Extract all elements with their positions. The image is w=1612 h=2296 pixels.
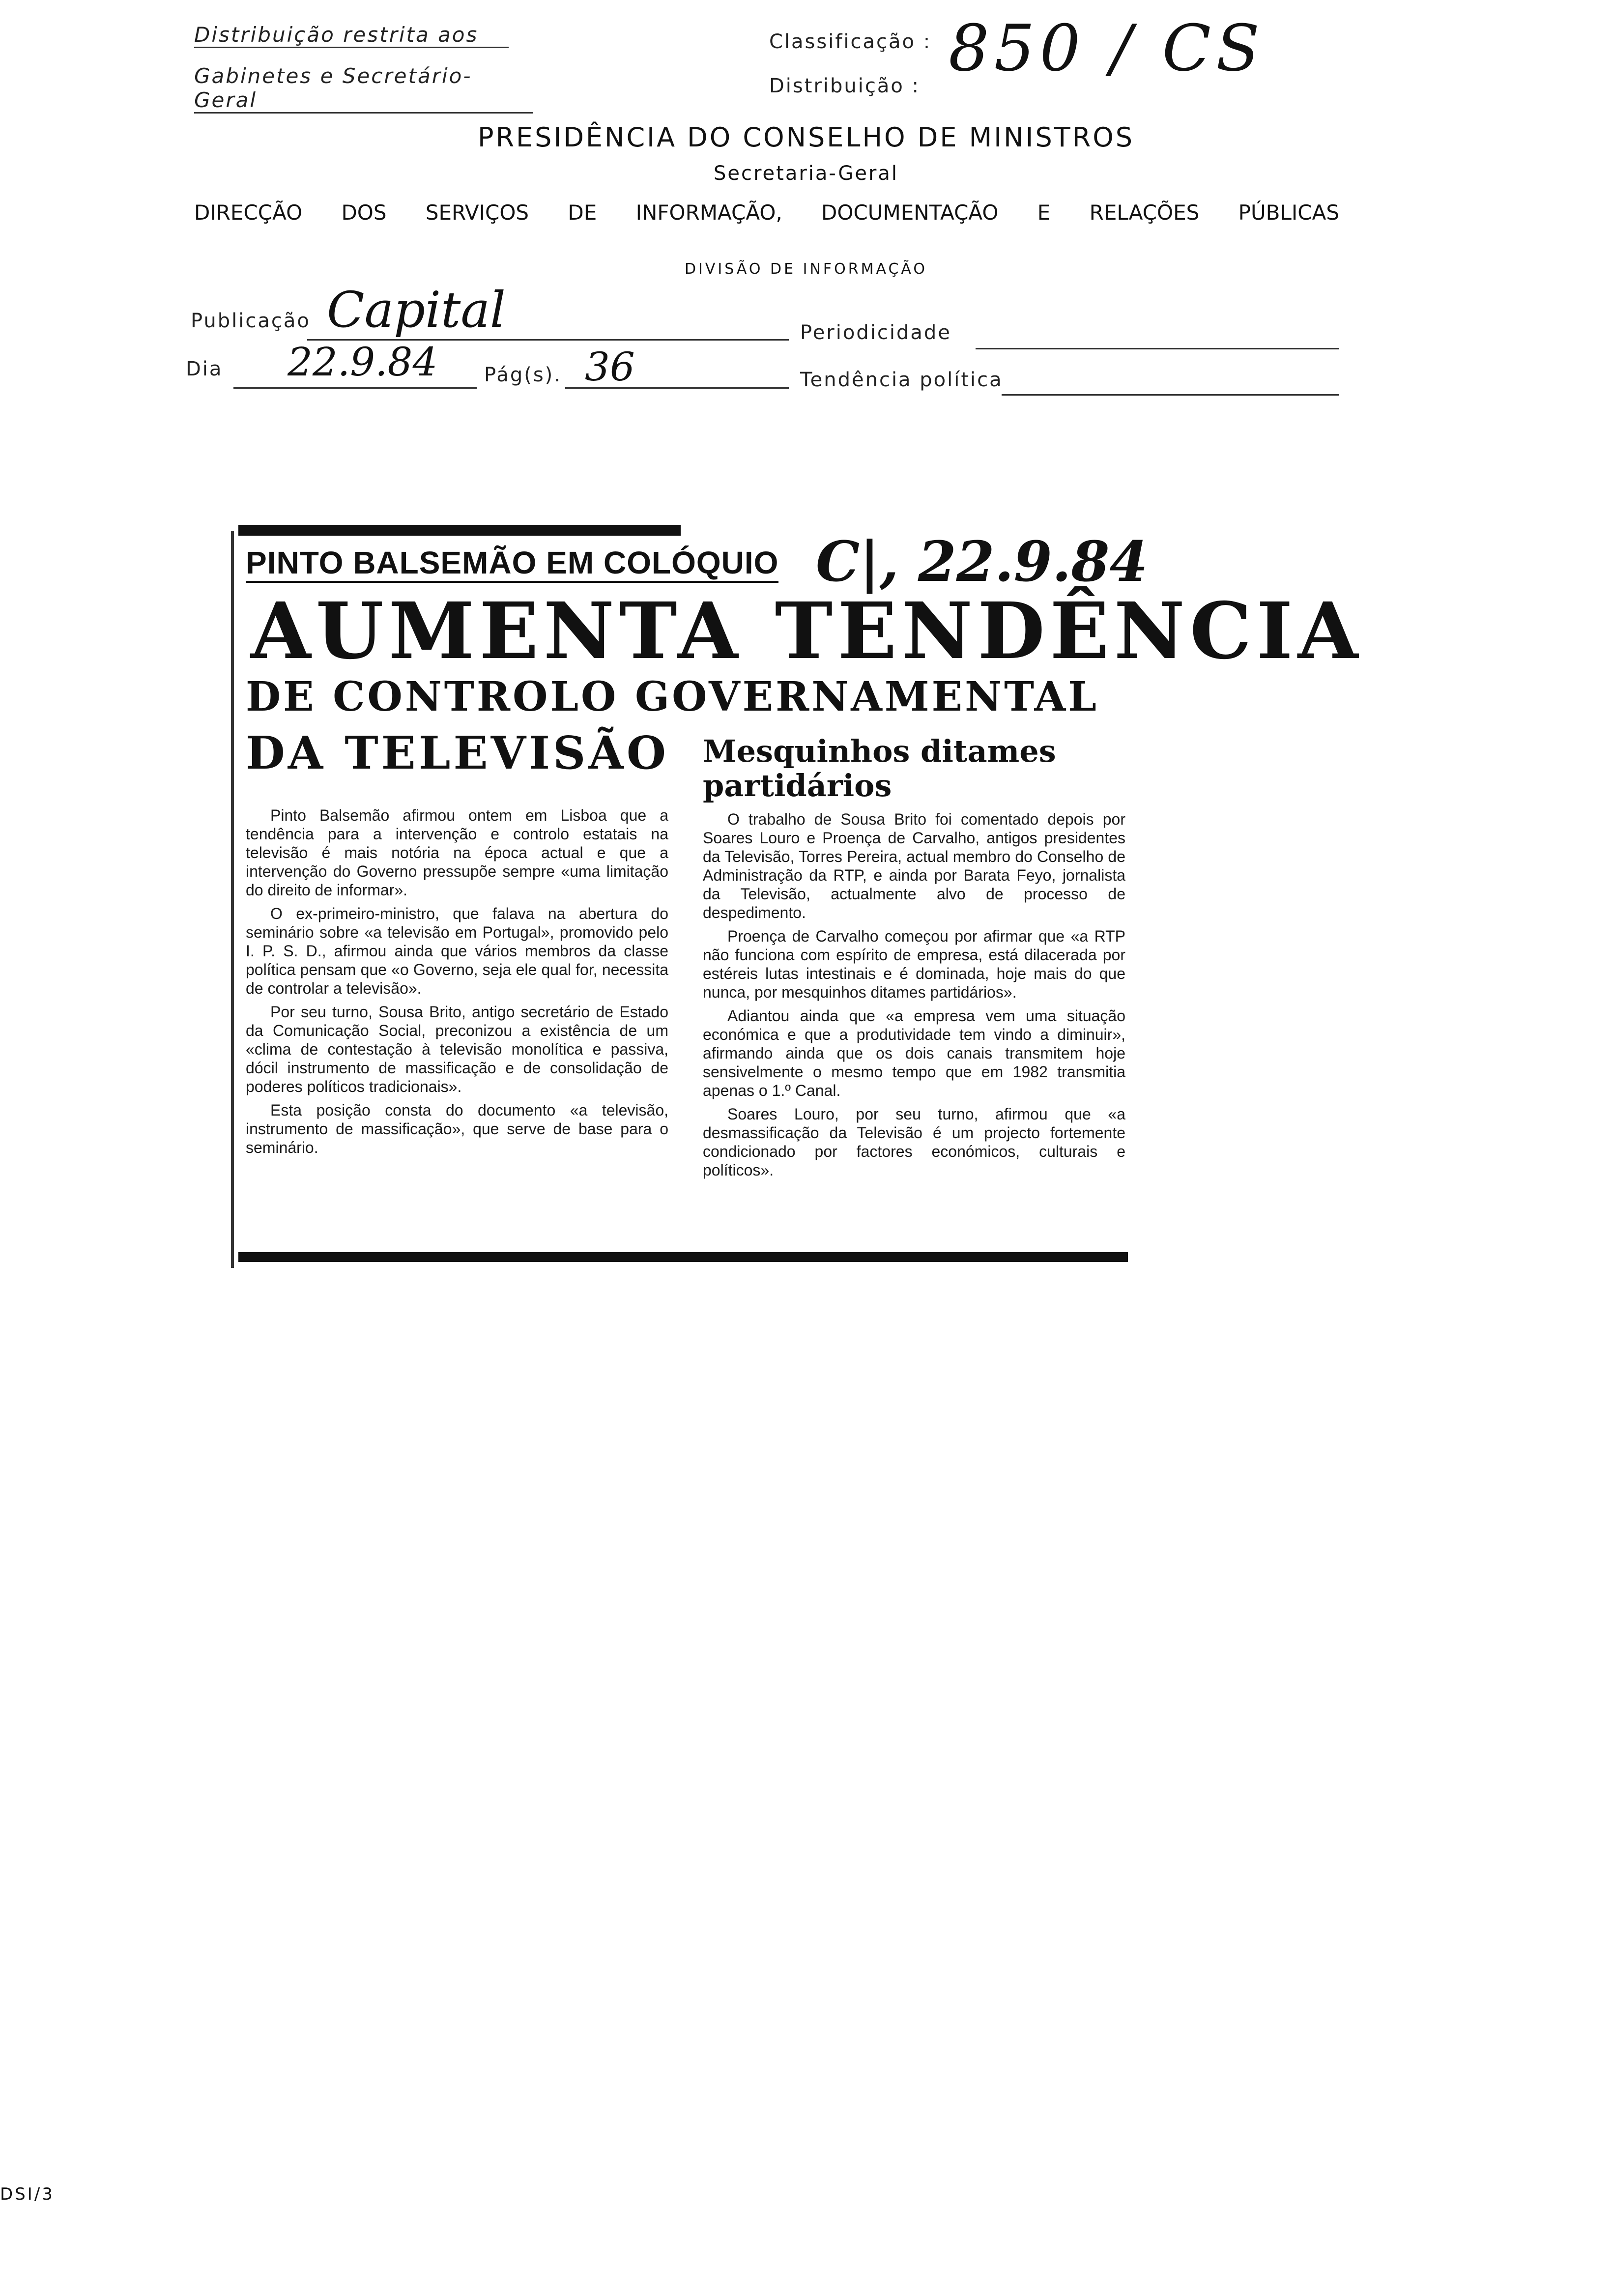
publication-label: Publicação xyxy=(191,310,311,332)
col2-paragraph: O trabalho de Sousa Brito foi comentado depois por Soares Louro e Proença de Carvalho, antigos presidentes da Televisão, Torres Pereira, actual membro do Conselho de Administração da RTP, e ainda por Barata Feyo, jornalista da Televisão, actualmente alvo de processo de despedimento. xyxy=(703,810,1125,921)
classification-label: Classificação : xyxy=(769,30,932,53)
periodicity-label: Periodicidade xyxy=(800,321,951,344)
distribution-line-2: Gabinetes e Secretário-Geral xyxy=(194,64,533,114)
pages-label: Pág(s). xyxy=(484,364,562,386)
article-column-1 xyxy=(246,806,668,1162)
day-field xyxy=(233,339,477,389)
clipping-top-rule xyxy=(238,525,681,536)
col1-paragraph: Por seu turno, Sousa Brito, antigo secretário de Estado da Comunicação Social, preconizou a existência de um «clima de contestação à televisão monolítica e passiva, dócil instrumento de massificação e de consolidação de poderes políticos tradicionais». xyxy=(246,1003,668,1095)
department-name: DIRECÇÃO DOS SERVIÇOS DE INFORMAÇÃO, DOCUMENTAÇÃO E RELAÇÕES PÚBLICAS xyxy=(194,201,1339,225)
col1-paragraph: O ex-primeiro-ministro, que falava na abertura do seminário sobre «a televisão em Portugal», promovido pelo I. P. S. D., afirmou ainda que vários membros da classe política pensam que «o Governo, seja ele qual for, necessita de controlar a televisão». xyxy=(246,905,668,997)
clipping-bottom-rule xyxy=(238,1252,1128,1262)
pages-value: 36 xyxy=(585,344,635,390)
tendency-field xyxy=(1002,373,1339,396)
publication-value: Capital xyxy=(327,281,506,339)
clipping-stamp: C|, 22.9.84 xyxy=(816,530,1148,594)
col2-paragraph: Soares Louro, por seu turno, afirmou que «a desmassificação da Televisão é um projecto fortemente condicionado por factores económicos, culturais e políticos». xyxy=(703,1105,1125,1179)
page-subtitle: Secretaria-Geral xyxy=(713,162,898,185)
col2-paragraph: Proença de Carvalho começou por afirmar que «a RTP não funciona com espírito de empresa, está dilacerada por estéreis lutas intestinais e é dominada, hoje mais do que nunca, por mesquinhos ditames partidários». xyxy=(703,927,1125,1001)
page-title: PRESIDÊNCIA DO CONSELHO DE MINISTROS xyxy=(477,122,1135,153)
publication-field xyxy=(307,281,789,341)
distribution-label: Distribuição : xyxy=(769,75,921,97)
clipping-left-edge xyxy=(231,531,234,1268)
day-value: 22.9.84 xyxy=(288,339,438,385)
footer-code: DSI/3 xyxy=(0,2184,55,2204)
tendency-label: Tendência política xyxy=(800,369,1003,391)
col1-paragraph: Pinto Balsemão afirmou ontem em Lisboa que a tendência para a intervenção e controlo estatais na televisão é mais notória na época actual e que a intervenção do Governo pressupõe sempre «uma limitação do direito de informar». xyxy=(246,806,668,899)
day-label: Dia xyxy=(186,358,223,380)
headline-line-2: DE CONTROLO GOVERNAMENTAL xyxy=(246,673,1099,720)
division-name: DIVISÃO DE INFORMAÇÃO xyxy=(684,260,928,278)
headline-line-3: DA TELEVISÃO xyxy=(246,726,669,779)
periodicity-field xyxy=(976,326,1339,349)
article-column-2 xyxy=(703,810,1125,1184)
article-kicker: PINTO BALSEMÃO EM COLÓQUIO xyxy=(246,545,778,583)
headline-line-1: AUMENTA TENDÊNCIA xyxy=(251,586,1363,677)
distribution-line-1: Distribuição restrita aos xyxy=(194,23,509,48)
pages-field xyxy=(565,344,789,389)
classification-value: 850 / CS xyxy=(949,11,1265,86)
col2-paragraph: Adiantou ainda que «a empresa vem uma situação económica e que a produtividade tem vindo a diminuir», afirmando ainda que os dois canais transmitem hoje sensivelmente o mesmo tempo que em 1982 transmitia apenas o 1.º Canal. xyxy=(703,1007,1125,1099)
col1-paragraph: Esta posição consta do documento «a televisão, instrumento de massificação», que serve de base para o seminário. xyxy=(246,1101,668,1156)
article-subhead: Mesquinhos ditames partidários xyxy=(703,733,1056,804)
